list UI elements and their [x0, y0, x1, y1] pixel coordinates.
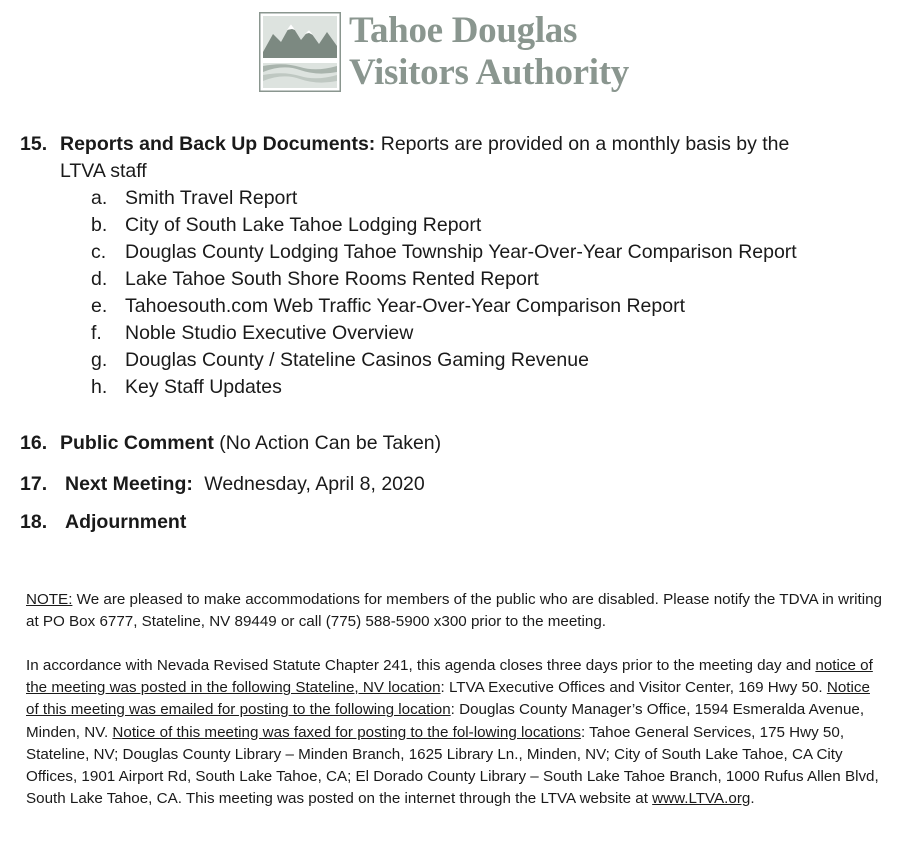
item-text: (No Action Can be Taken) [213, 432, 442, 454]
fax-posting-note: Notice of this meeting was faxed for posting to the fol-lowing locations [112, 723, 581, 741]
item-number: 18. [20, 511, 48, 533]
item-title: Reports and Back Up Documents: [60, 133, 376, 155]
note-label: NOTE: [26, 591, 73, 608]
item-number: 16. [20, 432, 48, 454]
item-text: Reports are provided on a monthly basis by the [375, 133, 790, 155]
logo-line-2: Visitors Authority [349, 52, 629, 93]
mountain-lake-logo-icon [259, 12, 341, 92]
note-text: We are pleased to make accommodations for members of the public who are disabled. Please notify the TDVA in writing at PO Box 6777, Stateline, NV 89449 or call (775) 588-5900 x300 prior to the meeting. [26, 591, 882, 631]
email-posting-note: Notice of this meeting was emailed for posting to the following location [26, 679, 870, 719]
item-number: 15. [20, 133, 48, 155]
item-title: Next Meeting: [65, 473, 193, 495]
website-link[interactable]: www.LTVA.org [652, 790, 751, 808]
item-number: 17. [20, 473, 48, 495]
accessibility-note [26, 589, 886, 633]
item-title: Adjournment [65, 511, 187, 533]
item-text-continued: LTVA staff [60, 160, 147, 182]
posting-location-note: notice of the meeting was posted in the following Stateline, NV location [26, 657, 873, 697]
logo-line-1: Tahoe Douglas [349, 10, 578, 51]
posting-statement: In accordance with Nevada Revised Statute Chapter 241, this agenda closes three days prior to the meeting day and notice of the meeting was posted in the following Stateline, NV location: LTVA Executive Offices and Visitor Center, 169 Hwy 50. Notice of this meeting was emailed for posting to the following location: Douglas County Manager’s Office, 1594 Esmeralda Avenue, Minden, NV. Notice of this meeting was faxed for posting to the fol-lowing locations: Tahoe General Services, 175 Hwy 50, Stateline, NV; Douglas County Library – Minden Branch, 1625 Library Ln., Minden, NV; City of South Lake Tahoe, CA City Offices, 1901 Airport Rd, South Lake Tahoe, CA; El Dorado County Library – South Lake Tahoe Branch, 1000 Rufus Allen Blvd, South Lake Tahoe, CA. This meeting was posted on the internet through the LTVA website at www.LTVA.org. [26, 657, 879, 808]
item-text: Wednesday, April 8, 2020 [204, 473, 425, 495]
item-title: Public Comment [60, 432, 214, 454]
tdva-logo [259, 10, 659, 98]
